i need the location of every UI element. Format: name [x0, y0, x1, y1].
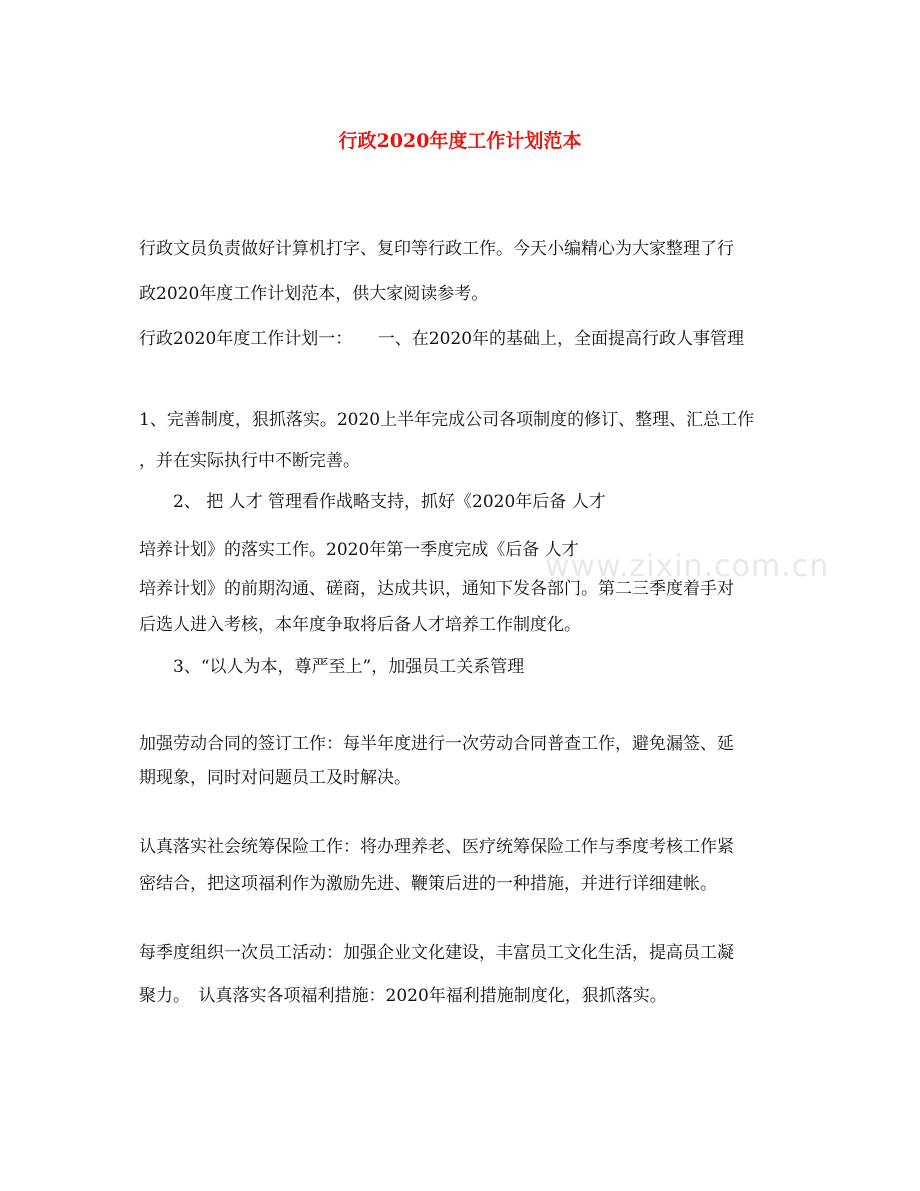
body-line: 密结合，把这项福利作为激励先进、鞭策后进的一种措施，并进行详细建帐。 [139, 874, 717, 894]
body-line: 行政2020年度工作计划一： 一、在2020年的基础上，全面提高行政人事管理 [139, 329, 745, 349]
body-line: 培养计划》的落实工作。2020年第一季度完成《后备 人才 [139, 540, 579, 560]
document-title: 行政2020年度工作计划范本 [338, 130, 582, 152]
body-line: 政2020年度工作计划范本，供大家阅读参考。 [139, 284, 489, 304]
body-line: 聚力。 认真落实各项福利措施：2020年福利措施制度化，狠抓落实。 [139, 986, 667, 1006]
body-line: 培养计划》的前期沟通、磋商，达成共识，通知下发各部门。第二三季度着手对 [139, 579, 734, 599]
body-line: 行政文员负责做好计算机打字、复印等行政工作。今天小编精心为大家整理了行 [139, 239, 734, 259]
body-line: 期现象，同时对问题员工及时解决。 [139, 768, 411, 788]
body-line: 2、 把 人才 管理看作战略支持，抓好《2020年后备 人才 [173, 492, 606, 512]
body-line: 每季度组织一次员工活动：加强企业文化建设，丰富员工文化生活，提高员工凝 [139, 943, 734, 963]
body-line: 3、“以人为本，尊严至上”，加强员工关系管理 [173, 657, 525, 677]
body-line: 认真落实社会统筹保险工作：将办理养老、医疗统筹保险工作与季度考核工作紧 [139, 837, 734, 857]
body-line: 1、完善制度，狠抓落实。2020上半年完成公司各项制度的修订、整理、汇总工作 [139, 410, 755, 430]
watermark: www.zixin.com.cn [545, 549, 830, 584]
body-line: 后选人进入考核，本年度争取将后备人才培养工作制度化。 [139, 615, 581, 635]
body-line: 加强劳动合同的签订工作：每半年度进行一次劳动合同普查工作，避免漏签、延 [139, 734, 734, 754]
body-line: ，并在实际执行中不断完善。 [139, 451, 360, 471]
